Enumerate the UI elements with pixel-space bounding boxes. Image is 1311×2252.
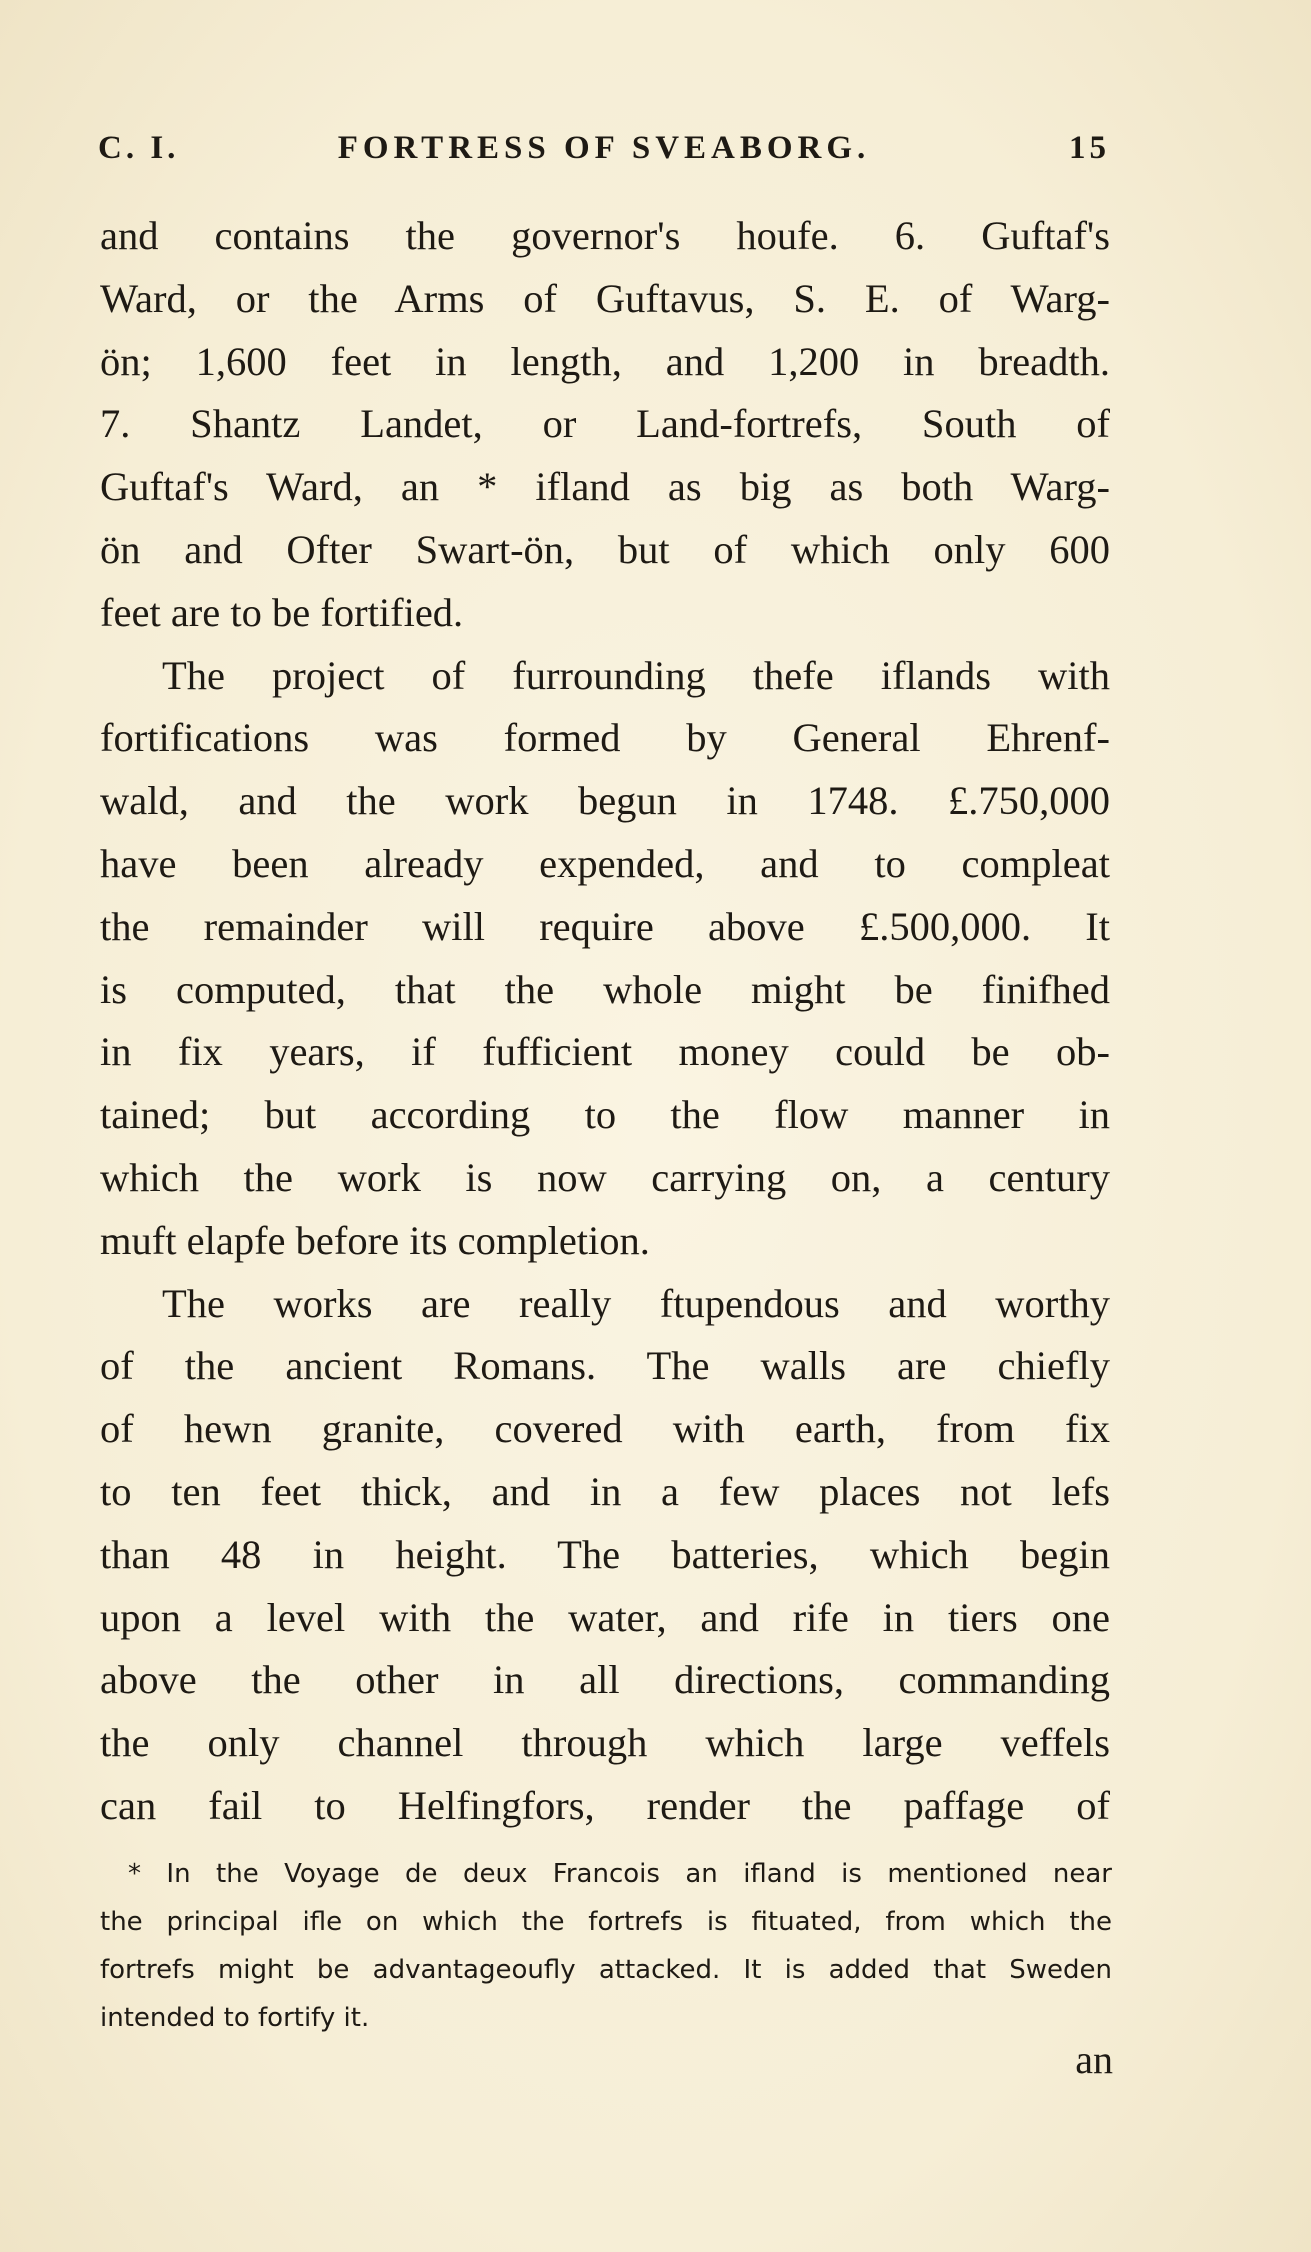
running-header	[98, 130, 1110, 180]
paragraph-start-line: The works are really ftupendous and worthy	[162, 1280, 1110, 1326]
text-line: ön and Ofter Swart-ön, but of which only 600	[100, 526, 1110, 572]
text-line: 7. Shantz Landet, or Land-fortrefs, South of	[100, 401, 1110, 447]
text-line: to ten feet thick, and in a few places not lefs	[100, 1468, 1110, 1514]
text-line: have been already expended, and to compleat	[100, 840, 1110, 886]
text-line: upon a level with the water, and rife in tiers one	[100, 1594, 1110, 1640]
running-title: FORTRESS OF SVEABORG.	[337, 130, 871, 166]
footnote-line: fortrefs might be advantageoufly attacked. It is added that Sweden	[100, 1955, 1112, 1985]
text-line: ön; 1,600 feet in length, and 1,200 in breadth.	[100, 338, 1110, 384]
main-text	[100, 205, 1110, 1838]
text-line: feet are to be fortified.	[100, 589, 464, 635]
text-line: of hewn granite, covered with earth, from fix	[100, 1406, 1110, 1452]
paragraph-start-line: The project of furrounding thefe iflands with	[162, 652, 1110, 698]
text-line: tained; but according to the flow manner in	[100, 1092, 1110, 1138]
text-line: than 48 in height. The batteries, which begin	[100, 1531, 1110, 1577]
chapter-reference: C. I.	[98, 130, 180, 166]
text-line: of the ancient Romans. The walls are chiefly	[100, 1343, 1110, 1389]
page-number: 15	[1069, 130, 1110, 166]
text-line: Guftaf's Ward, an * ifland as big as both Warg-	[100, 464, 1110, 510]
text-line: which the work is now carrying on, a century	[100, 1154, 1110, 1200]
text-line: muft elapfe before its completion.	[100, 1217, 650, 1263]
text-line: Ward, or the Arms of Guftavus, S. E. of Warg-	[100, 275, 1110, 321]
text-line: the only channel through which large veffels	[100, 1720, 1110, 1766]
text-line: fortifications was formed by General Ehrenf-	[100, 715, 1110, 761]
text-line: above the other in all directions, commanding	[100, 1657, 1110, 1703]
text-line: the remainder will require above £.500,000. It	[100, 903, 1110, 949]
footnote-line: the principal ifle on which the fortrefs is fituated, from which the	[100, 1907, 1112, 1937]
text-line: can fail to Helfingfors, render the paffage of	[100, 1782, 1110, 1828]
text-line: wald, and the work begun in 1748. £.750,000	[100, 778, 1110, 824]
catchword: an	[1075, 2037, 1113, 2082]
footnote-line: intended to fortify it.	[100, 2003, 370, 2033]
text-line: is computed, that the whole might be finifhed	[100, 966, 1110, 1012]
text-line: in fix years, if fufficient money could be ob-	[100, 1029, 1110, 1075]
footnote	[100, 1850, 1112, 2042]
text-line: and contains the governor's houfe. 6. Guftaf's	[100, 213, 1110, 258]
footnote-line: * In the Voyage de deux Francois an ifland is mentioned near	[128, 1859, 1112, 1889]
